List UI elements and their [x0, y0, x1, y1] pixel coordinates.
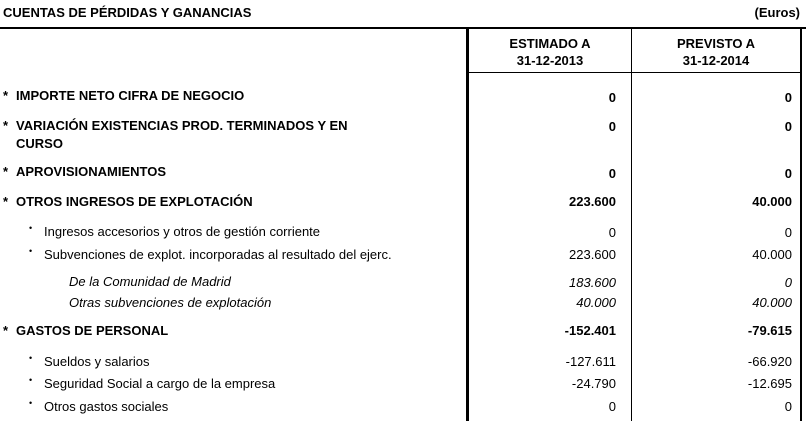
- row-label: Otras subvenciones de explotación: [69, 295, 272, 310]
- row-label: Subvenciones de explot. incorporadas al resultado del ejerc.: [44, 247, 392, 262]
- value-2013: 0: [608, 166, 616, 181]
- row-marker: *: [3, 194, 9, 209]
- value-2013: 0: [608, 119, 616, 134]
- row-label: Sueldos y salarios: [44, 354, 150, 369]
- row-label: De la Comunidad de Madrid: [69, 274, 231, 289]
- value-2013: 0: [608, 399, 616, 414]
- value-2013: 223.600: [569, 247, 616, 262]
- row-marker: *: [3, 118, 9, 133]
- value-2013: -24.790: [571, 376, 616, 391]
- value-2014: -79.615: [747, 323, 792, 338]
- value-2013: -127.611: [565, 354, 616, 369]
- value-2014: 40.000: [752, 247, 792, 262]
- row-label-continued: CURSO: [16, 136, 63, 151]
- value-2014: -12.695: [747, 376, 792, 391]
- row-marker: *: [3, 323, 9, 338]
- column-header-estimado: [469, 35, 631, 69]
- column-header-previsto: [632, 35, 800, 69]
- value-2013: 0: [608, 225, 616, 240]
- bullet-icon: •: [29, 398, 33, 408]
- column-header-line2: 31-12-2014: [682, 53, 750, 68]
- row-label: Otros gastos sociales: [44, 399, 169, 414]
- report-title: CUENTAS DE PÉRDIDAS Y GANANCIAS: [3, 5, 252, 20]
- column-header-line1: PREVISTO A: [676, 36, 756, 51]
- value-2014: 0: [784, 166, 792, 181]
- row-label: IMPORTE NETO CIFRA DE NEGOCIO: [16, 88, 245, 103]
- bullet-icon: •: [29, 353, 33, 363]
- value-2014: 0: [784, 90, 792, 105]
- value-2014: -66.920: [747, 354, 792, 369]
- header-divider: [0, 27, 806, 29]
- value-2013: 0: [608, 90, 616, 105]
- column-header-line2: 31-12-2013: [516, 53, 584, 68]
- column-divider-left: [466, 29, 469, 421]
- row-label: APROVISIONAMIENTOS: [16, 164, 167, 179]
- bullet-icon: •: [29, 246, 33, 256]
- column-header-line1: ESTIMADO A: [509, 36, 591, 51]
- row-marker: *: [3, 164, 9, 179]
- row-label: Ingresos accesorios y otros de gestión corriente: [44, 224, 321, 239]
- value-2014: 40.000: [752, 295, 792, 310]
- row-label: OTROS INGRESOS DE EXPLOTACIÓN: [16, 194, 253, 209]
- value-2014: 0: [784, 275, 792, 290]
- bullet-icon: •: [29, 375, 33, 385]
- value-2013: 223.600: [569, 194, 616, 209]
- value-2013: -152.401: [564, 323, 616, 338]
- value-2013: 40.000: [576, 295, 616, 310]
- currency-unit: (Euros): [754, 5, 800, 20]
- column-header-divider: [466, 72, 802, 73]
- row-label: Seguridad Social a cargo de la empresa: [44, 376, 276, 391]
- value-2013: 183.600: [569, 275, 616, 290]
- value-2014: 0: [784, 399, 792, 414]
- row-marker: *: [3, 88, 9, 103]
- row-label: GASTOS DE PERSONAL: [16, 323, 169, 338]
- bullet-icon: •: [29, 223, 33, 233]
- value-2014: 0: [784, 225, 792, 240]
- value-2014: 40.000: [752, 194, 792, 209]
- column-divider-right: [800, 29, 802, 421]
- column-divider-middle: [631, 29, 632, 421]
- row-label: VARIACIÓN EXISTENCIAS PROD. TERMINADOS Y EN: [16, 118, 348, 133]
- value-2014: 0: [784, 119, 792, 134]
